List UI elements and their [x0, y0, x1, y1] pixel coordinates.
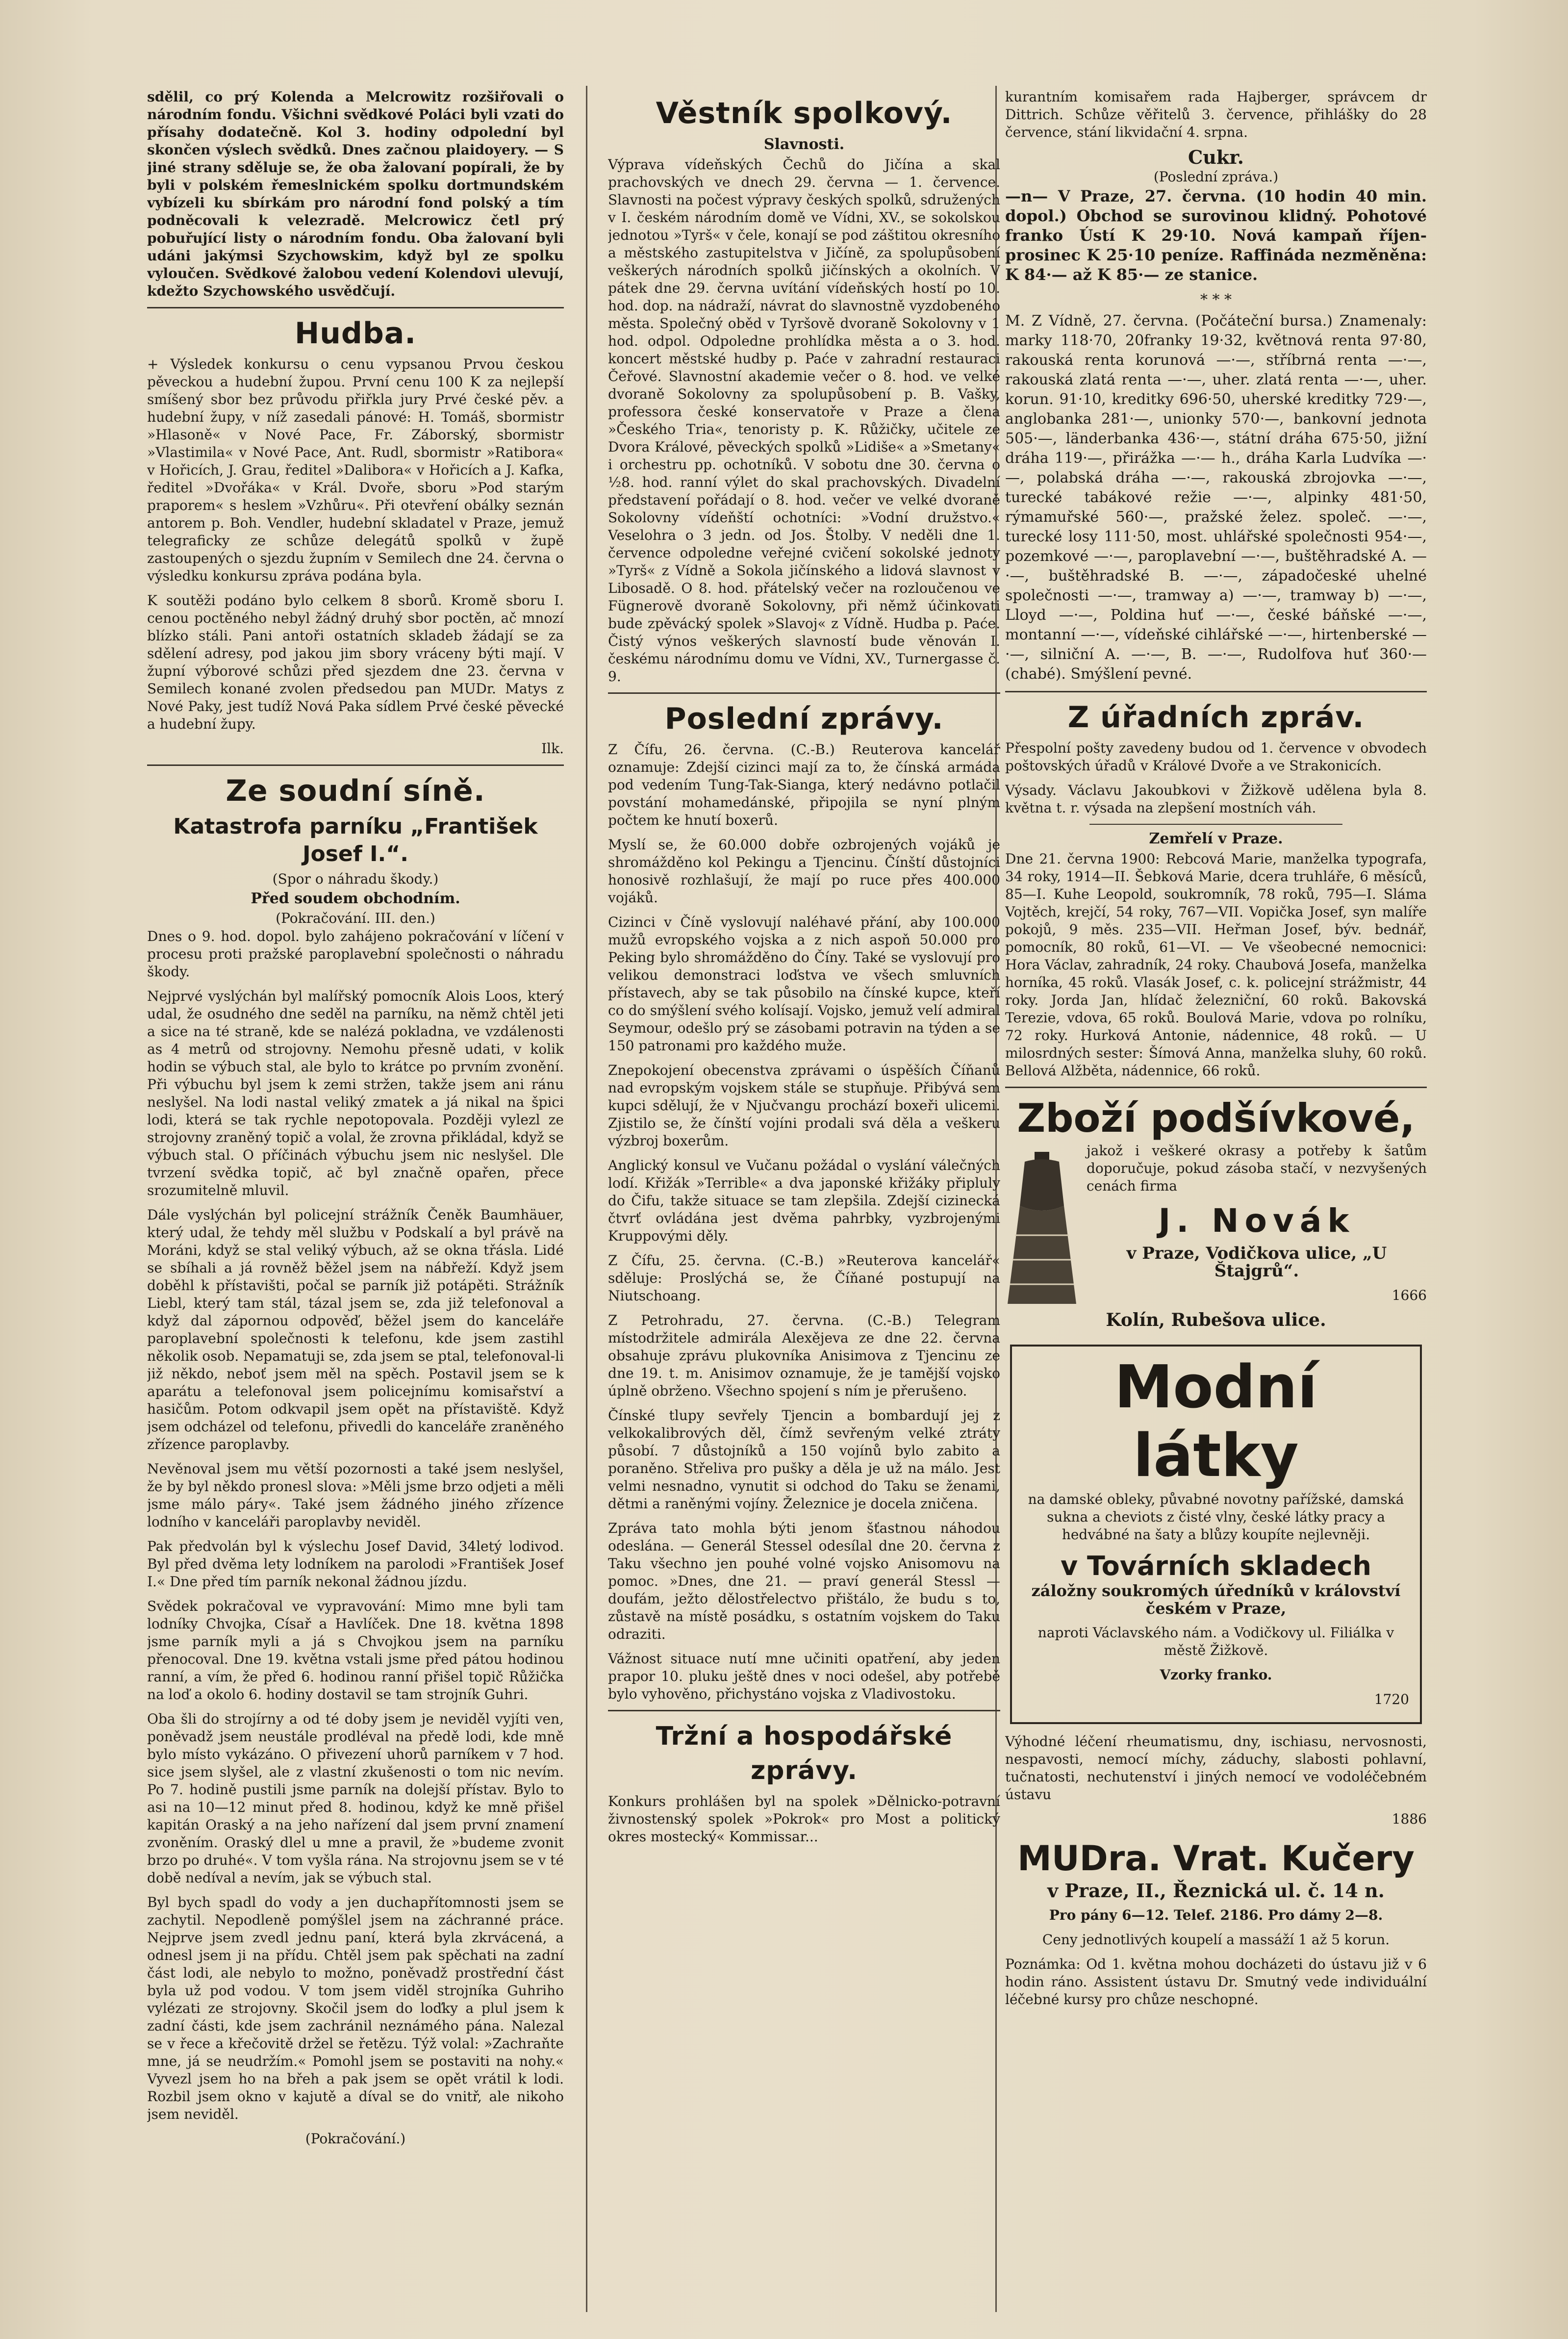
- article-title: Katastrofa parníku „František Josef I.“.: [173, 814, 538, 866]
- court-paragraph: Dnes o 9. hod. dopol. bylo zahájeno pokračování v líčení v procesu proti pražské paroplavební společnosti o náhradu škody.: [147, 928, 564, 980]
- section-heading-official: Z úřadních zpráv.: [1067, 700, 1365, 735]
- stock-report: M. Z Vídně, 27. června. (Počáteční bursa.) Znamenaly: marky 118·70, 20franky 19·32, květnová renta 97·80, rakouská renta korunová —·—, stříbrná renta —·—, rakouská zlatá renta —·—, uher. zlatá renta —·—, uher. korun. 91·10, kreditky 696·50, uherské kreditky 729·—, anglobanka 281·—, unionky 570·—, bankovní jednota 505·—, länderbanka 436·—, státní dráha 675·50, jižní dráha 119·—, přirážka —·— h., dráha Karla Ludvíka —·—, polabská dráha —·—, rakouská zbrojovka —·—, turecké tabákové režie —·—, alpinky 481·50, rýmamuřské 560·—, pražské želez. společ. —·—, turecké losy 111·50, most. uhlářské společnosti 954·—, pozemkové —·—, paroplavební —·—, buštěhradské A. —·—, buštěhradské B. —·—, západočeské uhelné společnosti —·—, tramway a) —·—, tramway b) —·—, Lloyd —·—, Poldina huť —·—, české báňské —·—, montanní —·—, vídeňské cihlářské —·—, hirtenberské —·—, silniční A. —·—, B. —·—, Rudolfova huť 360·— (chabé). Smýšlení pevné.: [1005, 312, 1427, 683]
- news-paragraph: Z Čífu, 25. června. (C.-B.) »Reuterova kancelář« sděluje: Proslýchá se, že Číňané postupují na Niutschoang.: [608, 1252, 1000, 1304]
- section-heading-economy: Tržní a hospodářské zprávy.: [656, 1722, 953, 1785]
- court-paragraph: Nevěnoval jsem mu větší pozornosti a také jsem neslyšel, že by byl někdo pronesl slova: »Měli jsme brzo odjeti a měli jsme málo páry«. Také jsem žádného jiného zřízence lodního v kanceláři paroplavby neviděl.: [147, 1461, 564, 1530]
- ad-firm-name: J. Novák: [1158, 1202, 1355, 1240]
- court-paragraph: Nejprvé vyslýchán byl malířský pomocník Alois Loos, který udal, že osudného dne seděl na parníku, na němž chtěl jeti a sice na té straně, kde se nalézá pokladna, ve vzdálenosti as 4 metrů od strojovny. Nemohu přesně udati, v kolik hodin se výbuch stal, ale bylo to krátce po prvním zvonění. Při výbuchu byl jsem k zemi stržen, takže jsem ani ránu neslyšel. Na lodi nastal veliký zmatek a já nikal na špici lodi, která se tak rychle nepotopovala. Později vylezl ze strojovny zraněný topič a volal, že zrovna přikládal, když se výbuch stal. O příčinách výbuchu jsem nic neslyšel. Dle tvrzení svědka topič, ač byl značně opařen, přece srozumitelně mluvil.: [147, 988, 564, 1198]
- ad-number: 1886: [1391, 1811, 1427, 1827]
- ad-number: 1720: [1374, 1691, 1409, 1707]
- section-subheading-deaths: Zemřelí v Praze.: [1149, 830, 1283, 847]
- official-paragraph: Výsady. Václavu Jakoubkovi v Žižkově udělena byla 8. května t. r. výsada na zlepšení mostních váh.: [1005, 782, 1427, 816]
- ad-address: v Praze, Vodičkova ulice, „U Štajgrů“.: [1126, 1244, 1387, 1281]
- official-paragraph: Přespolní pošty zavedeny budou od 1. července v obvodech poštovských úřadů v Králové Dvoře a ve Strakonicích.: [1005, 740, 1427, 774]
- section-heading-associations: Věstník spolkový.: [656, 96, 953, 130]
- column-3: [1005, 88, 1427, 2310]
- music-paragraph: K soutěži podáno bylo celkem 8 sborů. Kromě sboru I. cenou poctěného nebyl žádný druhý sbor poctěn, ač mnozí blízko stáli. Pani antoři ostatních skladeb žádají se za sdělení adresy, pod jakou jim sbory vráceny býti mají. V župní výborové schůzi před sjezdem dne 23. června v Semilech konané zvolen předsedou pan MUDr. Matys z Nové Paky, jest tudíž Nová Paka sídlem Prvé české pěvecké a hudební župy.: [147, 592, 564, 732]
- dress-form-icon: [1005, 1147, 1079, 1309]
- sugar-report: —n— V Praze, 27. června. (10 hodin 40 min. dopol.) Obchod se surovinou klidný. Pohotové franko Ústí K 29·10. Nová kampaň říjen-prosinec K 25·10 peníze. Raffináda nezměněna: K 84·— až K 85·— ze stanice.: [1005, 187, 1427, 284]
- news-paragraph: Vážnost situace nutí mne učiniti opatření, aby jeden prapor 10. pluku ještě dnes v noci odešel, aby potřebě bylo vyhověno, přichystáno vojska z Vladivostoku.: [608, 1651, 1000, 1702]
- news-paragraph: Čínské tlupy sevřely Tjencin a bombardují jej z velkokalibrových děl, čímž sevřeným velké ztráty působí. 7 důstojníků a 150 vojínů bylo zabito a poraněno. Střeliva pro pušky a děla je už na málo. Jest velmi nesnadno, vynutit si odchod do Taku se ženami, dětmi a raněnými vojíny. Železnice je docela zničena.: [608, 1407, 1000, 1512]
- advertisement-clinic: [1005, 1733, 1427, 2008]
- court-paragraph: Dále vyslýchán byl policejní strážník Čeněk Baumhäuer, který udal, že tehdy měl službu v Podskalí a byl právě na Moráni, když se stal veliký výbuch, až se okna třásla. Lidé se sbíhali a já rovněž běžel jsem na nábřeží. Když jsem doběhl k přístavišti, počal se parník již potápěti. Strážník Liebl, který tam stál, tázal jsem se, zda již telefonoval a když dal zápornou odpověď, běžel jsem do kanceláře paroplavební společnosti k telefonu, kde jsem zastihl několik osob. Nepamatuji se, zda jsem se ptal, telefonoval-li již někdo, neboť jsem měl na spěch. Postavil jsem se k aparátu a telefonoval jsem policejnímu komisařství a hasičům. Potom odkvapil jsem opět na přístaviště. Když jsem odcházel od telefonu, přivedli do kanceláře zraněného zřízence paroplavby.: [147, 1207, 564, 1452]
- news-paragraph: Z Čífu, 26. června. (C.-B.) Reuterova kancelář oznamuje: Zdejší cizinci mají za to, že čínská armáda pod vedením Tung-Tak-Sianga, který nedávno potlačil povstání mohamedánské, připojila se nyní plným počtem ke hnutí boxerů.: [608, 741, 1000, 828]
- ad-branch: Kolín, Rubešova ulice.: [1106, 1310, 1326, 1330]
- column-rule: [586, 86, 587, 2312]
- section-subheading: (Poslední zpráva.): [1153, 169, 1279, 185]
- ad-title: Zboží podšívkové,: [1017, 1095, 1415, 1141]
- divider: [147, 764, 564, 766]
- article-subtitle: Před soudem obchodním.: [251, 890, 460, 907]
- section-heading-court: Ze soudní síně.: [226, 774, 485, 808]
- ad-bank: záložny soukromých úředníků v království českém v Praze,: [1031, 1581, 1401, 1618]
- article-continuation: kurantním komisařem rada Hajberger, správcem dr Dittrich. Schůze věřitelů 3. července, přihlášky do 28 července, stání likvidační 4. srpna.: [1005, 89, 1427, 140]
- divider: [608, 1710, 1000, 1711]
- section-heading-news: Poslední zprávy.: [664, 702, 944, 736]
- divider: [1089, 824, 1342, 825]
- continuation-note: (Pokračování.): [305, 2131, 406, 2147]
- news-paragraph: Zpráva tato mohla býti jenom šťastnou náhodou odeslána. — Generál Stessel odesílal dne 20. června z Taku všechno jen pouhé volné vojsko Anisomovu na pomoc. »Dnes, dne 21. — praví generál Stessl — doufám, ježto dělostřelectvo přištálo, že budu s to, zůstavě na místě posádku, s ostatním vojskem do Taku odraziti.: [608, 1520, 1000, 1642]
- ad-address: v Praze, II., Řeznická ul. č. 14 n.: [1047, 1880, 1385, 1902]
- signature: Ilk.: [541, 740, 564, 757]
- section-subheading: Slavnosti.: [763, 136, 845, 153]
- article-subtitle: (Spor o náhradu škody.): [272, 871, 439, 887]
- court-paragraph: Svědek pokračoval ve vypravování: Mimo mne byli tam lodníky Chvojka, Císař a Havlíček. Dne 18. května 1898 jsme parník myli a já s Chvojkou jsem na parníku přenocoval. Dne 19. května vstali jsme před pátou hodinou ranní, a vím, že před 6. hodinou ranní přišel topič Růžička na loď a okolo 6. hodiny dostavil se tam strojník Guhri.: [147, 1598, 564, 1703]
- divider: [147, 307, 564, 308]
- ad-store: v Továrních skladech: [1061, 1551, 1371, 1581]
- music-paragraph: + Výsledek konkursu o cenu vypsanou Prvou českou pěveckou a hudební župou. První cenu 100 K za nejlepší smíšený sbor bez průvodu přiřkla jury Prvé české pěv. a hudební župy, v níž zasedali pánové: H. Tomáš, sbormistr »Hlasoně« v Nové Pace, Fr. Záborský, sbormistr »Vlastimila« v Nové Pace, Ant. Rudl, sbormistr »Ratibora« v Hořicích, J. Grau, ředitel »Dalibora« v Hořicích a J. Kafka, ředitel »Dvořáka« v Král. Dvoře, sboru »Pod starým praporem« s heslem »Vzhůru«. Při otevření obálky seznán antorem p. Boh. Vendler, hudební skladatel v Praze, jemuž telegraficky ze schůze delegátů spolků v župě zastoupených o sjezdu župním v Semilech dne 24. června o výsledku konkursu zpráva podána byla.: [147, 356, 564, 584]
- ad-shipping: Vzorky franko.: [1160, 1667, 1272, 1683]
- divider: [1005, 1087, 1427, 1088]
- ad-text: Výhodné léčení rheumatismu, dny, ischiasu, nervosnosti, nespavosti, nemocí míchy, záduchy, slabosti pohlavní, tučnatosti, nechutenství i jiných nemocí ve vodoléčebném ústavu: [1005, 1733, 1427, 1803]
- column-1: [147, 88, 564, 2310]
- ad-price: Ceny jednotlivých koupelí a massáží 1 až 5 korun.: [1042, 1932, 1390, 1948]
- ad-hours: Pro pány 6—12. Telef. 2186. Pro dámy 2—8.: [1049, 1907, 1383, 1923]
- article-subtitle: (Pokračování. III. den.): [276, 910, 435, 926]
- news-paragraph: Cizinci v Číně vyslovují naléhavé přání, aby 100.000 mužů evropského vojska a z nich aspoň 50.000 pro Peking bylo shromážděno do Číny. Také se vyslovují pro velikou demonstraci loďstva ve všech smluvních přístavech, aby se tak působilo na čínské kupce, kteří co do smýšlení svého kolísají. Vojsko, jemuž velí admiral Seymour, odešlo prý se zásobami potravin na týden a se 150 patronami pro každého muže.: [608, 914, 1000, 1054]
- advertisement-fabrics: [1010, 1345, 1422, 1724]
- separator-stars: * * *: [1200, 291, 1232, 308]
- column-2: [608, 88, 1000, 2310]
- court-paragraph: Byl bych spadl do vody a jen duchapřítomnosti jsem se zachytil. Nepodleně pomýšlel jsem na záchranné práce. Nejprve jsem zvedl jednu paní, která byla zkrvácená, a odnesl jsem ji na přídu. Chtěl jsem pak spěchati na zadní část lodi, ale nebylo to možno, poněvadž prostřední část byla už pod vodou. V tom jsem viděl strojníka Guhriho vylézati ze strojovny. Skočil jsem do loďky a plul jsem k zadní části, kde jsem zachránil neznámého pána. Nalezal se v řece a křečovitě držel se řetězu. Týž volal: »Zachraňte mne, já se neudržím.« Pomohl jsem se postaviti na nohy.« Vyvezl jsem ho na břeh a pak jsem se opět vrátil k lodi. Rozbil jsem okno v kajutě a díval se do vnitř, ale nikoho jsem neviděl.: [147, 1894, 564, 2122]
- ad-title: Modní látky: [1114, 1353, 1318, 1490]
- section-heading-music: Hudba.: [294, 316, 417, 351]
- economy-paragraph: Konkurs prohlášen byl na spolek »Dělnicko-potravní živnostenský spolek »Pokrok« pro Most a politický okres mostecký« Kommissar...: [608, 1793, 1000, 1845]
- ad-number: 1666: [1391, 1287, 1427, 1303]
- divider: [608, 692, 1000, 694]
- divider: [1005, 691, 1427, 692]
- ad-text: na damské obleky, půvabné novotny pařížské, damská sukna a cheviots z čisté vlny, české látky pracy a hedvábné na šaty a blůzy koupíte nejlevněji.: [1028, 1491, 1404, 1543]
- associations-paragraph: Výprava vídeňských Čechů do Jičína a skal prachovských ve dnech 29. června — 1. července. Slavnosti na počest výpravy českých spolků, sdružených v I. českém národním domě ve Vídni, XV., se sokolskou jednotou »Tyrš« v čele, konají se pod záštitou okresního a městského zastupitelstva v Jičíně, za spolupůsobení veškerých národních spolků jičínských a okolních. V pátek dne 29. června uvítání vídeňských hostí po 10. hod. dop. na nádraží, návrat do slavnostně vyzdobeného města. Společný oběd v Tyršově dvoraně Sokolovny v 1 hod. odpol. Odpoledne prohlídka města a o 3. hod. koncert městské hudby p. Paće v zahradní restauraci Čeřové. Slavnostní akademie večer o 8. hod. ve velké dvoraně Sokolovny za spolupůsobení p. B. Vašky, professora české konservatoře v Praze a člena »Českého Tria«, tenoristy p. K. Růžičky, učitele ze Dvora Králové, pěveckých spolků »Lidiše« a »Smetany« i orchestru pp. ochotníků. V sobotu dne 30. června o ½8. hod. ranní výlet do skal prachovských. Divadelní představení pořádají o 8. hod. večer ve velké dvoraně Sokolovny vídeňští ochotníci: »Vodní družstvo.« Veselohra o 3 jedn. od Jos. Štolby. V neděli dne 1. července odpoledne veřejné cvičení sokolské jednoty »Tyrš« z Vídně a Sokola jičínského a lidová slavnost v Libosadě. O 8. hod. přátelský večer na rozloučenou ve Fügnerově dvoraně Sokolovny, při němž účinkovati bude zpěvácký spolek »Slavoj« z Vídně. Hudba p. Paće. Čistý výnos veškerých slavností bude věnován I. českému národnímu domu ve Vídni, XV., Turnergasse č. 9.: [608, 156, 1000, 685]
- news-paragraph: Myslí se, že 60.000 dobře ozbrojených vojáků je shromážděno kol Pekingu a Tjencinu. Čínští důstojníci honosivě rozhlašují, že mají po ruce přes 400.000 vojáků.: [608, 837, 1000, 906]
- article-continuation: sdělil, co prý Kolenda a Melcrowitz rozšiřovali o národním fondu. Všichni svědkové Poláci byli vzati do přísahy dodatečně. Kol 3. hodiny odpolední byl skončen výslech svědků. Dnes začnou plaidoyery. — S jiné strany sděluje se, že oba žalovaní popírali, že by byli v polském řemeslnickém spolku dortmundském vybízeli ku sbírkám pro národní fond polský a tím podněcovali k velezradě. Melcrowicz četl prý pobuřující listy o národním fondu. Oba žalovaní byli udáni jakýmsi Szychowskim, když byl ze spolku vyloučen. Svědkové žalobou vedení Kolendovi ulevují, kdežto Szychowského usvědčují.: [147, 89, 564, 299]
- court-paragraph: Oba šli do strojírny a od té doby jsem je neviděl vyjíti ven, poněvadž jsem neustále prodléval na předě lodi, kde mně bylo místo vykázáno. O přivezení uhorů parníkem v 7 hod. sice jsem slyšel, ale z vlastní zkušenosti o tom nic nevím. Po 7. hodině pustili jsme parník na dolejší přístav. Bylo to asi na 10—12 minut před 8. hodinou, když ke mně přišel kapitán Oraský a na jeho nařízení dal jsem první znamení zvoněním. Oraský dlel u mne a pravil, že »budeme zvonit brzo po druhé«. V tom vyšla rána. Na strojovnu jsem se v té době nedíval a nevím, jak se výbuch stal.: [147, 1711, 564, 1886]
- ad-note: Poznámka: Od 1. května mohou docházeti do ústavu již v 6 hodin ráno. Assistent ústavu Dr. Smutný vede individuální léčebné kursy pro chůze neschopné.: [1005, 1956, 1427, 2008]
- news-paragraph: Z Petrohradu, 27. června. (C.-B.) Telegram místodržitele admirála Alexějeva ze dne 22. června obsahuje zprávu plukovníka Anisimova z Tjencinu ze dne 19. t. m. Anisimov oznamuje, že je tamější vojsko úplně obrženo. Všechno spojení s ním je přerušeno.: [608, 1312, 1000, 1399]
- deaths-list: Dne 21. června 1900: Rebcová Marie, manželka typografa, 34 roky, 1914—II. Šebková Marie, dcera truhláře, 6 měsíců, 85—I. Kuhe Leopold, soukromník, 78 roků, 795—I. Sláma Vojtěch, krejčí, 54 roky, 767—VII. Vopička Josef, syn malíře pokojů, 9 měs. 235—VII. Heřman Josef, býv. bednář, pomocník, 80 roků, 61—VI. — Ve všeobecné nemocnici: Hora Václav, zahradník, 24 roky. Chaubová Josefa, manželka horníka, 45 roků. Vlasák Josef, c. k. policejní strážmistr, 44 roky. Jorda Jan, hlídač železniční, 60 roků. Bakovská Terezie, vdova, 65 roků. Boulová Marie, vdova po rolníku, 72 roky. Hurková Antonie, nádennice, 48 roků. — U milosrdných sester: Šímová Anna, manželka sluhy, 60 roků. Bellová Alžběta, nádennice, 66 roků.: [1005, 851, 1427, 1079]
- news-paragraph: Znepokojení obecenstva zprávami o úspěších Číňanů nad evropským vojskem stále se stupňuje. Přibývá sem kupci sdělují, že v Njučvangu prochází boxeři ulicemi. Zjistilo se, že čínští vojíni prodali svá děla a veškeru výzbroj boxerům.: [608, 1062, 1000, 1149]
- section-heading-sugar: Cukr.: [1188, 146, 1244, 168]
- ad-address: naproti Václavského nám. a Vodičkovy ul. Filiálka v městě Žižkově.: [1037, 1625, 1394, 1658]
- advertisement-lining: [1005, 1095, 1427, 1336]
- news-paragraph: Anglický konsul ve Vučanu požádal o vyslání válečných lodí. Křižák »Terrible« a dva japonské křižáky připluly do Čifu, takže situace se tam zlepšila. Zdejší cizinecká čtvrť ovládána jest dvěma pahrbky, vyzbrojenými Kruppovými děly.: [608, 1157, 1000, 1244]
- court-paragraph: Pak předvolán byl k výslechu Josef David, 34letý lodivod. Byl před dvěma lety lodníkem na parolodi »František Josef I.« Dne před tím parník nekonal žádnou jízdu.: [147, 1538, 564, 1590]
- ad-title: MUDra. Vrat. Kučery: [1017, 1838, 1415, 1879]
- ad-text: jakož i veškeré okrasy a potřeby k šatům doporučuje, pokud zásoba stačí, v nezvyšených cenách firma: [1087, 1143, 1427, 1194]
